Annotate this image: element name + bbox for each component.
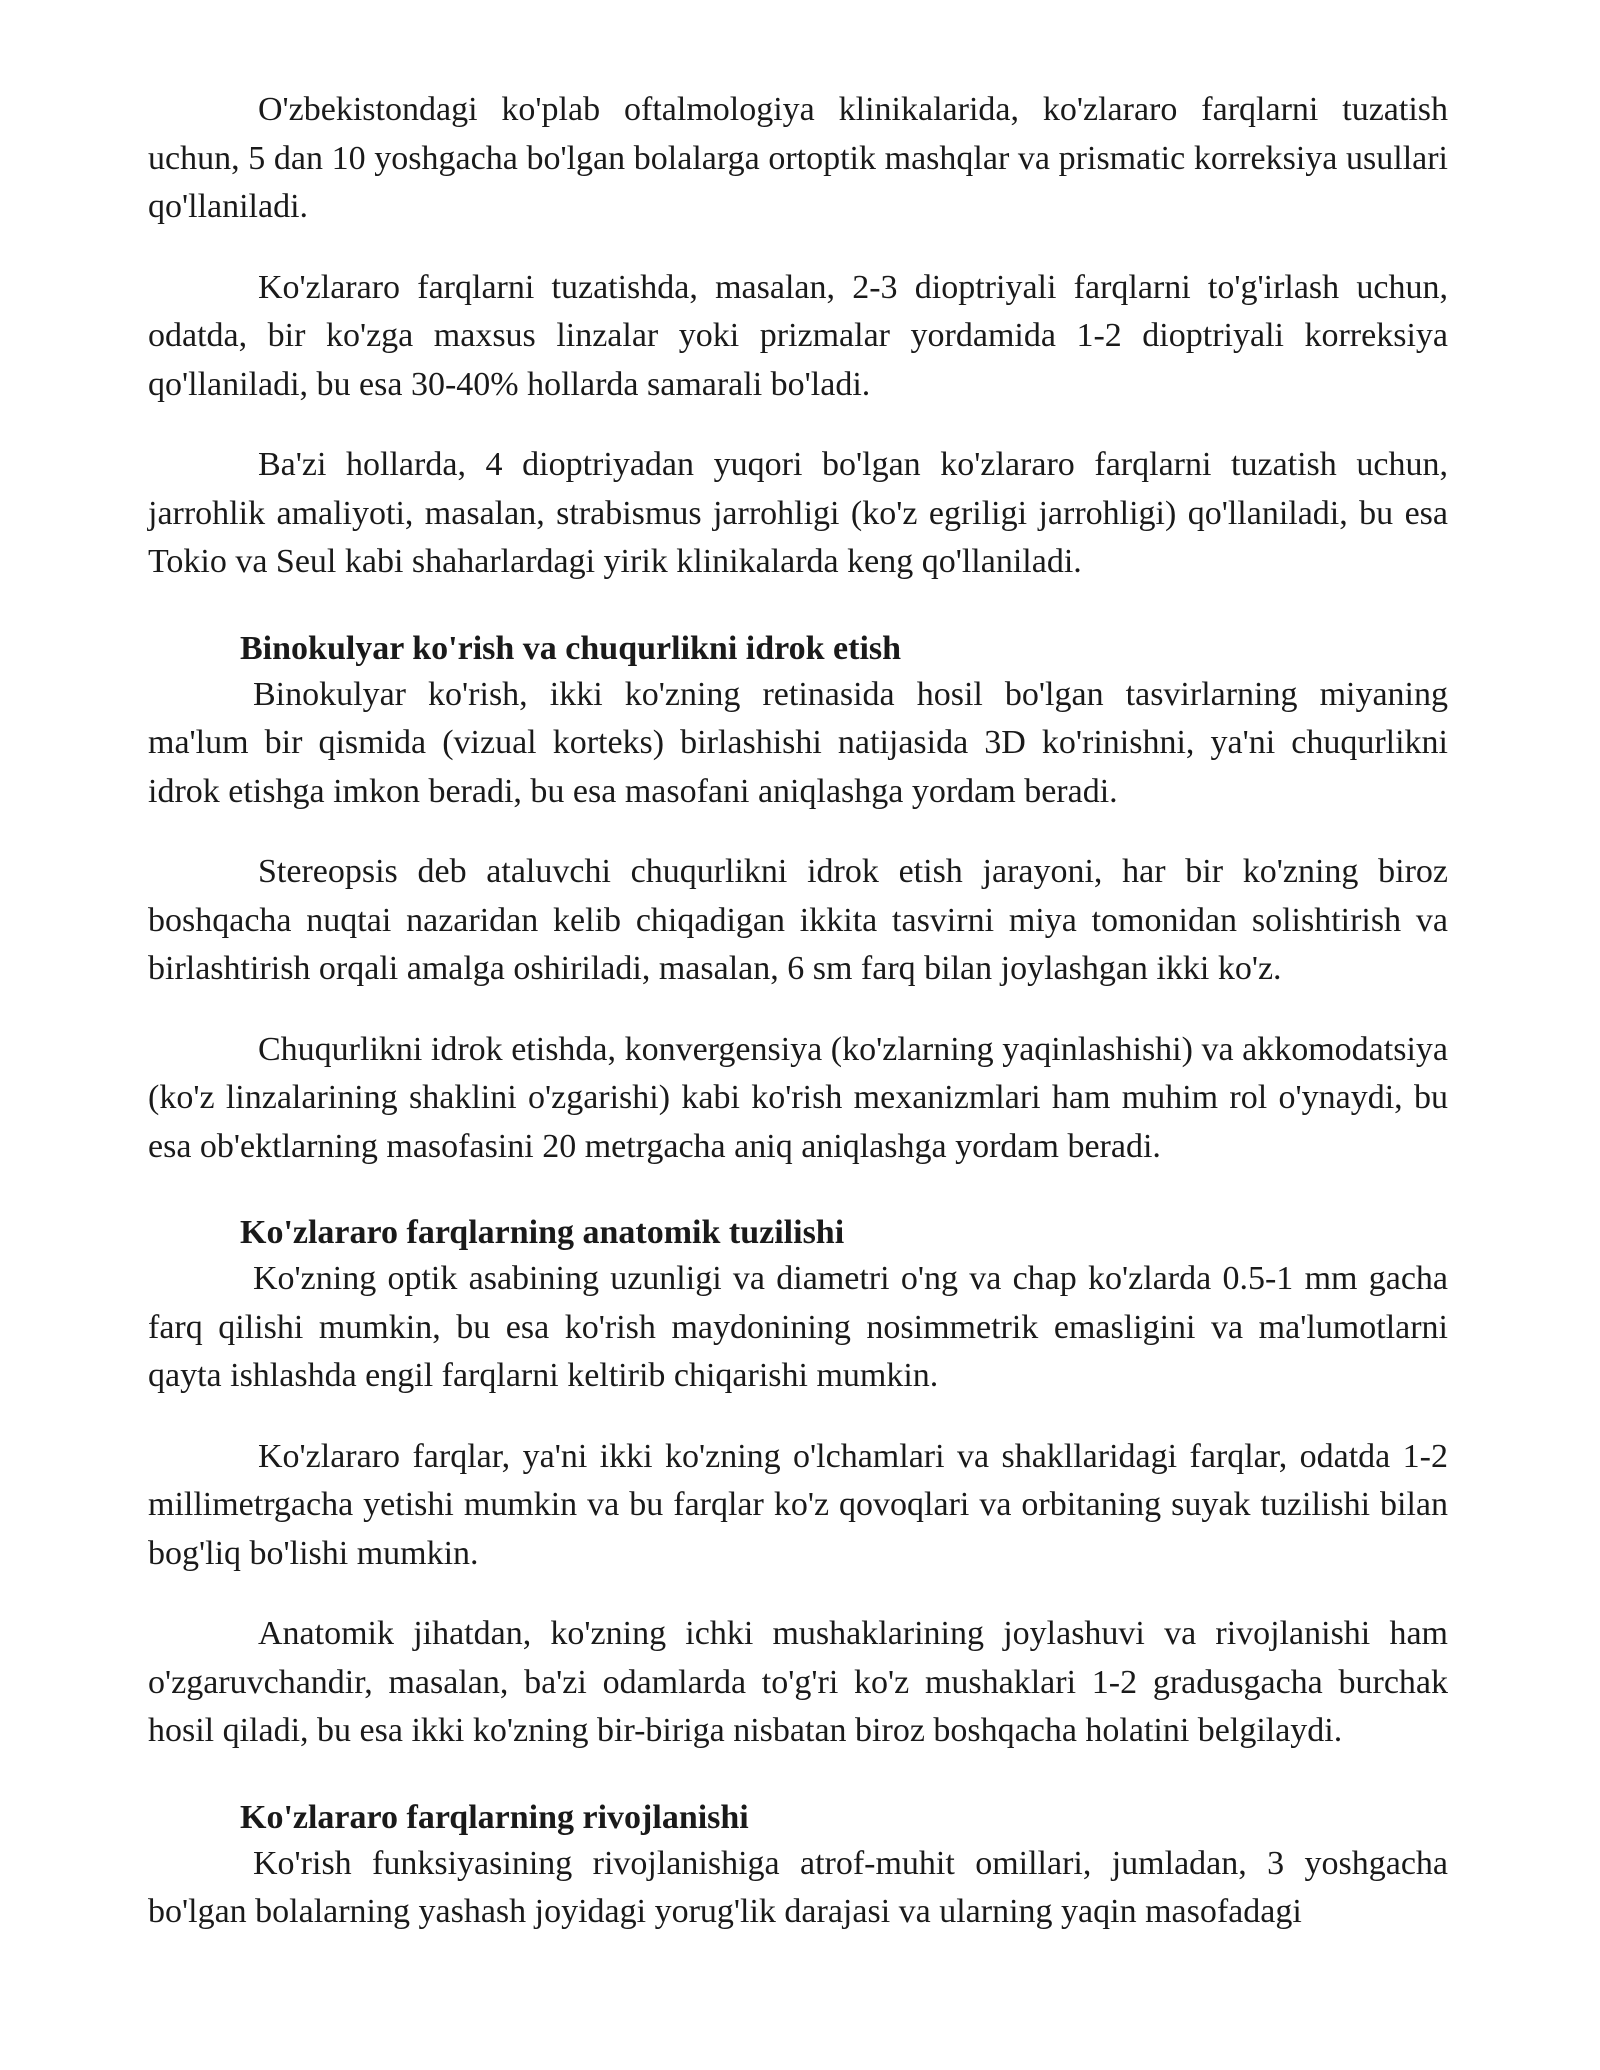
paragraph-2: Ko'zlararo farqlarni tuzatishda, masalan, 2-3 dioptriyali farqlarni to'g'irlash uchun, odatda, bir ko'zga maxsus linzalar yoki prizmalar yordamida 1-2 dioptriyali korreksiya qo'llaniladi, bu esa 30-40% hollarda samarali bo'ladi. (148, 268, 1448, 403)
section-heading-anatomy: Ko'zlararo farqlarning anatomik tuzilishi (240, 1214, 845, 1251)
paragraph-5: Stereopsis deb ataluvchi chuqurlikni idrok etish jarayoni, har bir ko'zning biroz boshqacha nuqtai nazaridan kelib chiqadigan ikkita tasvirni miya tomonidan solishtirish va birlashtirish orqali amalga oshiriladi, masalan, 6 sm farq bilan joylashgan ikki ko'z. (148, 853, 1448, 987)
paragraph-9: Anatomik jihatdan, ko'zning ichki mushaklarining joylashuvi va rivojlanishi ham o'zgaruvchandir, masalan, ba'zi odamlarda to'g'ri ko'z mushaklari 1-2 gradusgacha burchak hosil qiladi, bu esa ikki ko'zning bir-biriga nisbatan biroz boshqacha holatini belgilaydi. (148, 1615, 1448, 1749)
section-heading-binocular: Binokulyar ko'rish va chuqurlikni idrok etish (240, 629, 902, 667)
document-page (148, 86, 1448, 1937)
paragraph-7: Ko'zning optik asabining uzunligi va diametri o'ng va chap ko'zlarda 0.5-1 mm gacha farq qilishi mumkin, bu esa ko'rish maydonining nosimmetrik emasligini va ma'lumotlarni qayta ishlashda engil farqlarni keltirib chiqarishi mumkin. (148, 1260, 1448, 1394)
section-heading-development: Ko'zlararo farqlarning rivojlanishi (240, 1798, 749, 1836)
paragraph-6: Chuqurlikni idrok etishda, konvergensiya (ko'zlarning yaqinlashishi) va akkomodatsiya (ko'z linzalarining shaklini o'zgarishi) kabi ko'rish mexanizmlari ham muhim rol o'ynaydi, bu esa ob'ektlarning masofasini 20 metrgacha aniq aniqlashga yordam beradi. (148, 1030, 1448, 1165)
paragraph-3: Ba'zi hollarda, 4 dioptriyadan yuqori bo'lgan ko'zlararo farqlarni tuzatish uchun, jarrohlik amaliyoti, masalan, strabismus jarrohligi (ko'z egriligi jarrohligi) qo'llaniladi, bu esa Tokio va Seul kabi shaharlardagi yirik klinikalarda keng qo'llaniladi. (148, 446, 1448, 580)
paragraph-4: Binokulyar ko'rish, ikki ko'zning retinasida hosil bo'lgan tasvirlarning miyaning ma'lum bir qismida (vizual korteks) birlashishi natijasida 3D ko'rinishni, ya'ni chuqurlikni idrok etishga imkon beradi, bu esa masofani aniqlashga yordam beradi. (148, 675, 1448, 810)
paragraph-1: O'zbekistondagi ko'plab oftalmologiya klinikalarida, ko'zlararo farqlarni tuzatish uchun, 5 dan 10 yoshgacha bo'lgan bolalarga ortoptik mashqlar va prismatic korreksiya usullari qo'llaniladi. (148, 91, 1448, 225)
paragraph-10: Ko'rish funksiyasining rivojlanishiga atrof-muhit omillari, jumladan, 3 yoshgacha bo'lgan bolalarning yashash joyidagi yorug'lik darajasi va ularning yaqin masofadagi (148, 1844, 1448, 1930)
paragraph-8: Ko'zlararo farqlar, ya'ni ikki ko'zning o'lchamlari va shakllaridagi farqlar, odatda 1-2 millimetrgacha yetishi mumkin va bu farqlar ko'z qovoqlari va orbitaning suyak tuzilishi bilan bog'liq bo'lishi mumkin. (148, 1437, 1448, 1572)
